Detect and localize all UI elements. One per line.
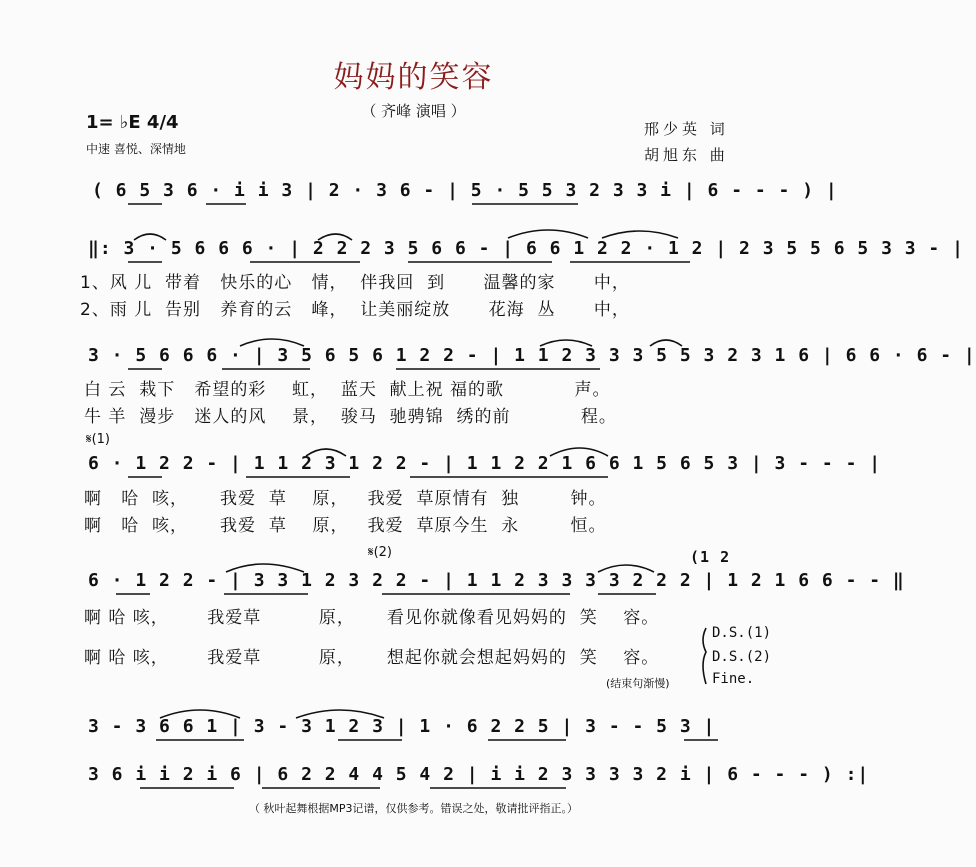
slur <box>550 448 608 456</box>
row3-lyric-verse1: 啊 哈 咳， 我爱 草 原， 我爱 草原情有 独 钟。 <box>84 489 607 509</box>
brace <box>703 628 706 684</box>
lyricist-credit: 邢少英 词 <box>644 120 729 138</box>
segno-1: 𝄋(1) <box>86 432 111 447</box>
slur <box>318 234 352 240</box>
row3-lyric-verse2: 啊 哈 咳， 我爱 草 原， 我爱 草原今生 永 恒。 <box>84 516 607 536</box>
row4-notes: 6 · 1 2 2 - | 3 3 1 2 3 2 2 - | 1 1 2 3 3 3 3 2 2 2 | 1 2 1 6 6 - - ‖ <box>88 570 905 591</box>
slur <box>296 710 384 718</box>
segno-2: 𝄋(2) <box>368 545 393 560</box>
row5-notes: 3 - 3 6 6 1 | 3 - 3 1 2 3 | 1 · 6 2 2 5 | 3 - - 5 3 | <box>88 716 716 737</box>
slur <box>602 231 678 238</box>
row4-lyric-verse2: 啊 哈 咳， 我爱草 原， 想起你就会想起妈妈的 笑 容。 <box>84 648 660 668</box>
row4-lyric-verse1: 啊 哈 咳， 我爱草 原， 看见你就像看见妈妈的 笑 容。 <box>84 608 660 628</box>
slur <box>226 564 304 572</box>
volta-ending-marker: (1 2 <box>690 548 731 566</box>
row6-notes: 3 6 i i 2 i 6 | 6 2 2 4 4 5 4 2 | i i 2 3 3 3 3 2 i | 6 - - - ) :| <box>88 764 870 785</box>
row1-notes: ‖: 3 · 5 6 6 6 · | 2 2 2 3 5 6 6 - | 6 6 1 2 2 · 1 2 | 2 3 5 5 6 5 3 3 - | <box>88 238 964 259</box>
slur <box>306 449 346 456</box>
row3-notes: 6 · 1 2 2 - | 1 1 2 3 1 2 2 - | 1 1 2 2 1 6 6 1 5 6 5 3 | 3 - - - | <box>88 453 882 474</box>
slur <box>160 710 240 718</box>
tempo-marking: 中速 喜悦、深情地 <box>86 142 186 156</box>
row2-lyric-verse1: 白 云 栽下 希望的彩 虹， 蓝天 献上祝 福的歌 声。 <box>84 380 611 400</box>
row1-lyric-verse2: 2、雨 儿 告别 养育的云 峰， 让美丽绽放 花海 丛 中， <box>80 300 630 320</box>
row1-lyric-verse1: 1、风 儿 带着 快乐的心 情， 伴我回 到 温馨的家 中， <box>80 273 630 293</box>
row2-notes: 3 · 5 6 6 6 · | 3 5 6 5 6 1 2 2 - | 1 1 2 3 3 3 5 5 3 2 3 1 6 | 6 6 · 6 - | <box>88 345 976 366</box>
slur <box>540 340 592 346</box>
slur <box>134 234 166 240</box>
slur <box>240 339 304 346</box>
key-signature: 1= ♭E 4/4 <box>86 112 179 133</box>
dal-segno-2: D.S.(2) <box>712 649 772 665</box>
ending-slowdown-note: (结束句渐慢) <box>606 677 670 690</box>
song-subtitle: （ 齐峰 演唱 ） <box>361 102 466 120</box>
composer-credit: 胡旭东 曲 <box>644 146 729 164</box>
intro-notes: ( 6 5 3 6 · i i 3 | 2 · 3 6 - | 5 · 5 5 3 2 3 3 i | 6 - - - ) | <box>92 180 838 201</box>
dal-segno-1: D.S.(1) <box>712 625 772 641</box>
song-title: 妈妈的笑容 <box>333 60 494 95</box>
slur <box>650 340 682 346</box>
slur <box>508 230 588 238</box>
slur <box>598 565 654 572</box>
row2-lyric-verse2: 牛 羊 漫步 迷人的风 景， 骏马 驰骋锦 绣的前 程。 <box>84 407 617 427</box>
footer-note: （ 秋叶起舞根据MP3记谱，仅供参考。错误之处，敬请批评指正。） <box>248 802 579 815</box>
fine-marker: Fine. <box>712 671 755 687</box>
